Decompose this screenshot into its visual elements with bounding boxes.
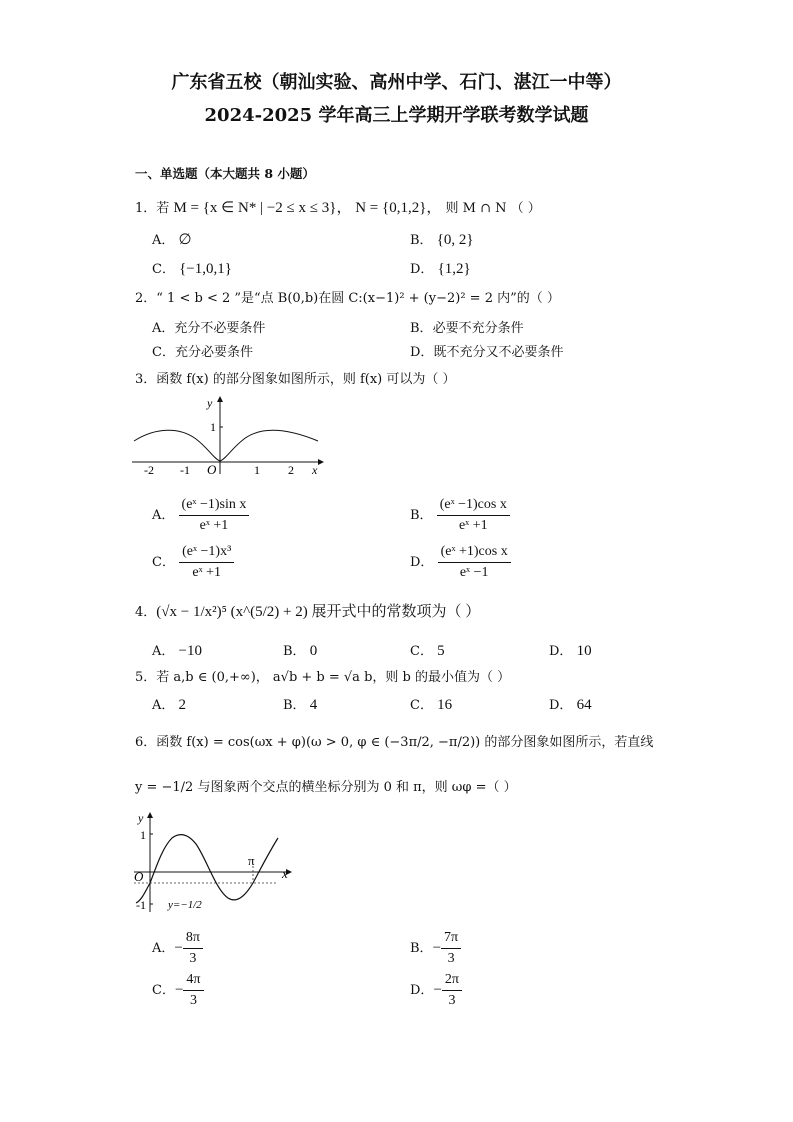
fraction-denominator: 3 <box>447 951 455 966</box>
option-b[interactable] <box>283 697 317 714</box>
question-text: 则 M ∩ N （ ） <box>445 201 541 216</box>
option-text: 2 <box>178 697 187 713</box>
question-text: 函数 f(x) 的部分图象如图所示，则 f(x) 可以为（ ） <box>156 372 456 387</box>
fraction-numerator: (eˣ −1)cos x <box>437 497 510 516</box>
question-text: “ 1 < b < 2 ”是“点 B(0,b)在圆 C:(x−1)² + (y−2)² = 2 内”的（ ） <box>156 291 560 306</box>
option-d[interactable] <box>549 697 592 714</box>
option-b[interactable] <box>410 321 524 337</box>
option-b[interactable] <box>410 928 461 969</box>
question-number: 5． <box>135 670 157 685</box>
option-a[interactable] <box>152 928 203 969</box>
option-c[interactable] <box>152 543 234 583</box>
option-fraction <box>183 972 203 1009</box>
fraction-denominator: 3 <box>189 993 197 1008</box>
function-graph-q6 <box>128 808 298 918</box>
option-text: 充分不必要条件 <box>174 321 266 336</box>
fraction-denominator: eˣ +1 <box>458 518 488 533</box>
option-fraction <box>179 497 250 534</box>
option-label: A． <box>152 644 175 659</box>
option-label: C． <box>410 698 433 713</box>
exam-title-line2: 2024-2025 学年高三上学期开学联考数学试题 <box>204 105 589 126</box>
x-tick-label: -2 <box>144 463 154 476</box>
option-text: 0 <box>309 643 318 659</box>
x-tick-label: 1 <box>254 463 260 476</box>
option-label: D． <box>410 555 434 570</box>
option-label: B． <box>283 698 306 713</box>
question-number: 3． <box>135 372 157 387</box>
option-label: C． <box>152 555 175 570</box>
option-a[interactable] <box>152 496 249 536</box>
y-axis-label: y <box>138 811 144 825</box>
y-tick-label: 1 <box>210 420 216 434</box>
exam-title-line1: 广东省五校（朝汕实验、高州中学、石门、湛江一中等） <box>171 72 622 93</box>
fraction-numerator: (eˣ +1)cos x <box>438 544 511 563</box>
option-fraction <box>179 544 234 581</box>
option-label: A． <box>152 698 175 713</box>
option-label: B． <box>410 321 433 336</box>
option-a[interactable] <box>152 697 186 714</box>
option-b[interactable] <box>283 643 317 660</box>
option-fraction <box>183 930 203 967</box>
fraction-numerator: 4π <box>183 972 203 991</box>
option-label: C． <box>152 983 175 998</box>
option-c[interactable] <box>152 970 204 1011</box>
fraction-numerator: 2π <box>442 972 462 991</box>
option-label: D． <box>549 644 573 659</box>
option-text: {1,2} <box>437 261 471 277</box>
question-number: 1． <box>135 201 157 216</box>
option-a[interactable] <box>152 232 192 249</box>
option-b[interactable] <box>410 496 510 536</box>
y-tick-label: -1 <box>136 898 146 912</box>
option-label: D． <box>410 345 434 360</box>
option-label: B． <box>283 644 306 659</box>
y-tick-label: 1 <box>140 828 146 842</box>
question-math: M = {x ∈ N* | −2 ≤ x ≤ 3}， N = {0,1,2}， <box>173 200 442 216</box>
section-heading: 一、单选题（本大题共 8 小题） <box>135 166 315 181</box>
option-text: 16 <box>437 697 453 713</box>
question-number: 6． <box>135 735 157 750</box>
x-axis-label: x <box>282 866 288 881</box>
option-fraction <box>442 972 462 1009</box>
option-d[interactable] <box>549 643 592 660</box>
option-label: A． <box>152 941 175 956</box>
option-a[interactable] <box>152 643 202 660</box>
option-text: 既不充分又不必要条件 <box>433 345 564 360</box>
question-number: 2． <box>135 291 157 306</box>
curve-q6 <box>136 835 278 903</box>
option-d[interactable] <box>410 543 511 583</box>
option-a[interactable] <box>152 321 265 337</box>
option-text: 充分必要条件 <box>174 345 253 360</box>
minus-sign: − <box>174 940 183 956</box>
fraction-denominator: eˣ +1 <box>192 565 222 580</box>
minus-sign: − <box>433 982 442 998</box>
question-6-stem-line2 <box>135 780 517 796</box>
option-label: B． <box>410 941 433 956</box>
option-label: D． <box>410 262 434 277</box>
option-text: {−1,0,1} <box>179 261 232 277</box>
question-5-stem <box>135 670 510 686</box>
x-axis-arrow <box>318 459 324 465</box>
x-tick-label: 2 <box>288 463 294 476</box>
option-text: 必要不充分条件 <box>432 321 524 336</box>
option-c[interactable] <box>410 643 445 660</box>
option-text: 4 <box>309 697 318 713</box>
option-text: 64 <box>576 697 592 713</box>
question-3-stem <box>135 372 456 388</box>
option-c[interactable] <box>152 345 253 361</box>
option-label: A． <box>152 508 175 523</box>
fraction-numerator: 8π <box>183 930 203 949</box>
option-b[interactable] <box>410 232 474 249</box>
option-label: C． <box>152 345 175 360</box>
fraction-numerator: (eˣ −1)sin x <box>179 497 250 516</box>
option-text: {0, 2} <box>436 232 474 248</box>
origin-label: O <box>134 869 144 884</box>
option-label: A． <box>152 233 175 248</box>
option-text: ∅ <box>178 232 192 248</box>
fraction-numerator: 7π <box>441 930 461 949</box>
option-label: B． <box>410 233 433 248</box>
y-axis-arrow <box>217 396 223 402</box>
question-number: 4． <box>135 605 157 620</box>
line-label: y=−1/2 <box>168 899 202 911</box>
question-text: (√x − 1/x²)⁵ (x^(5/2) + 2) 展开式中的常数项为（ ） <box>156 604 481 620</box>
question-4-stem <box>135 604 480 621</box>
option-fraction <box>437 497 510 534</box>
y-axis-arrow <box>147 812 153 818</box>
question-2-stem <box>135 291 560 307</box>
option-c[interactable] <box>410 697 452 714</box>
option-fraction <box>438 544 511 581</box>
option-label: D． <box>549 698 573 713</box>
function-graph-q3 <box>128 394 328 476</box>
option-d[interactable] <box>410 261 471 278</box>
question-text: y = −1/2 与图象两个交点的横坐标分别为 0 和 π，则 ωφ =（ ） <box>135 780 517 795</box>
option-d[interactable] <box>410 970 462 1011</box>
question-6-stem-line1 <box>135 735 653 751</box>
question-1-stem <box>135 200 541 217</box>
fraction-denominator: eˣ +1 <box>199 518 229 533</box>
option-text: 5 <box>437 643 445 659</box>
fraction-denominator: 3 <box>448 993 456 1008</box>
option-label: C． <box>152 262 175 277</box>
minus-sign: − <box>432 940 442 956</box>
fraction-denominator: eˣ −1 <box>459 565 489 580</box>
curve-q3 <box>134 430 318 461</box>
option-label: A． <box>152 321 175 336</box>
option-text: 10 <box>576 643 592 659</box>
fraction-denominator: 3 <box>189 951 197 966</box>
fraction-numerator: (eˣ −1)x³ <box>179 544 234 563</box>
option-c[interactable] <box>152 261 232 278</box>
origin-label: O <box>207 462 217 476</box>
y-axis-label: y <box>207 396 213 410</box>
minus-sign: − <box>174 982 184 998</box>
option-label: D． <box>410 983 434 998</box>
question-text: 若 <box>156 201 170 216</box>
option-text: −10 <box>178 643 202 659</box>
pi-label: π <box>248 853 255 868</box>
question-text: 若 a,b ∈ (0,+∞)， a√b + b = √a b，则 b 的最小值为（ ） <box>156 670 511 685</box>
x-tick-label: -1 <box>180 463 190 476</box>
option-label: B． <box>410 508 433 523</box>
x-axis-label: x <box>312 463 318 476</box>
question-text: 函数 f(x) = cos(ωx + φ)(ω > 0, φ ∈ (−3π/2, −π/2)) 的部分图象如图所示，若直线 <box>156 735 654 750</box>
option-label: C． <box>410 644 433 659</box>
option-fraction <box>441 930 461 967</box>
option-d[interactable] <box>410 345 563 361</box>
